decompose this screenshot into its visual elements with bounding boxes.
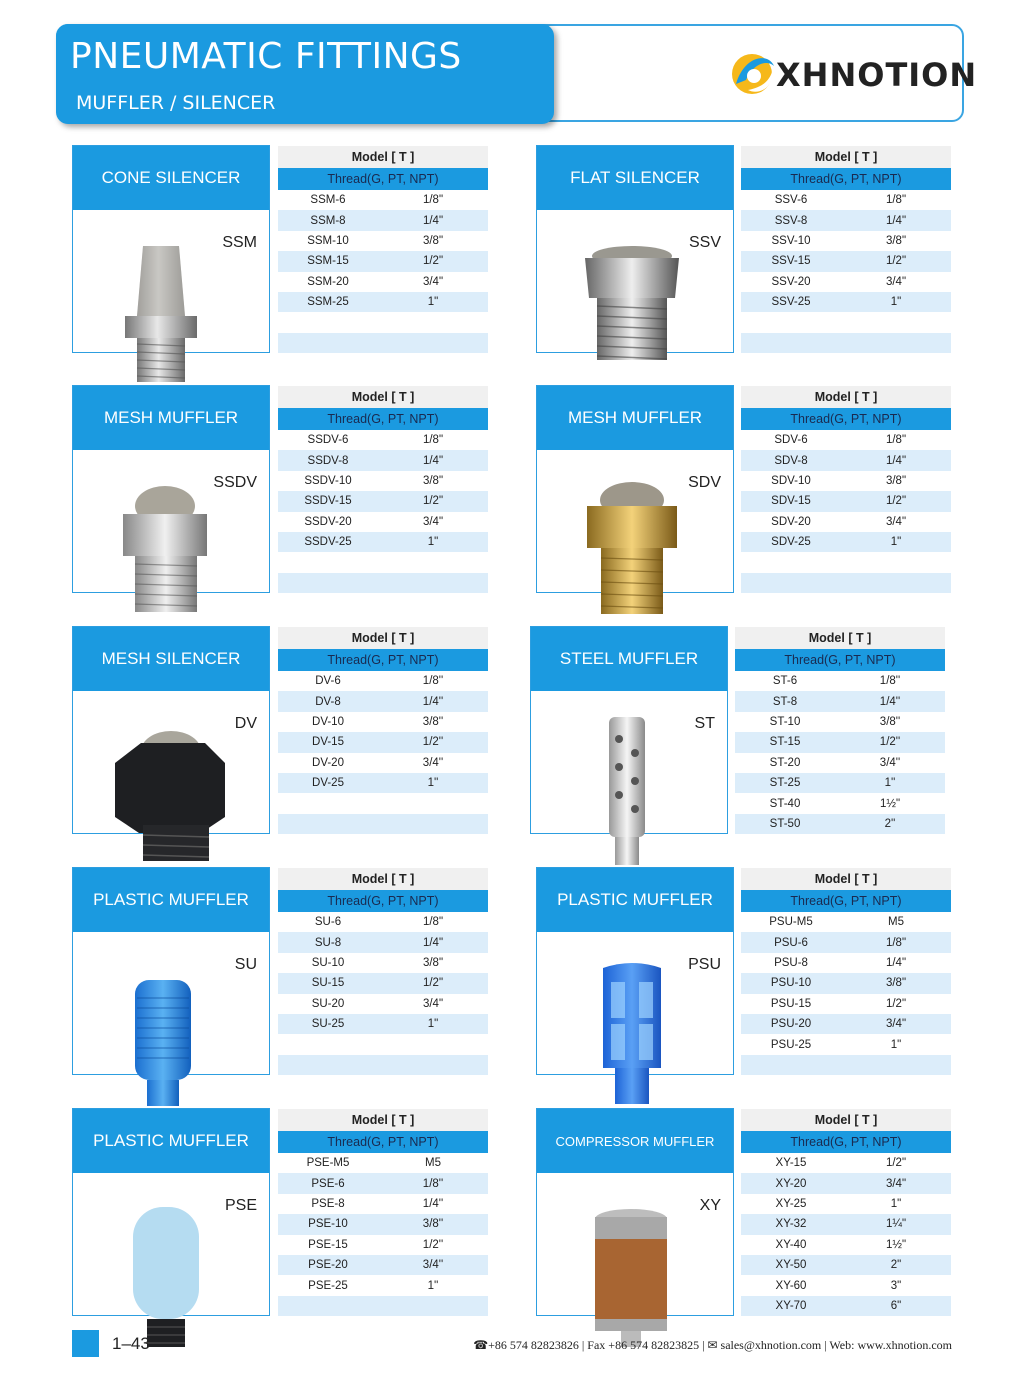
table-row (278, 1214, 488, 1234)
thread-cell: 1/8" (422, 916, 444, 929)
thread-cell: 1/2'' (422, 1238, 444, 1251)
product-model-code: ST (694, 715, 715, 732)
thread-cell: 1" (890, 536, 902, 549)
model-cell: XY-15 (775, 1157, 807, 1170)
thread-cell: 1/2" (885, 495, 907, 508)
table-row-empty (278, 312, 488, 332)
model-cell: XY-40 (775, 1238, 807, 1251)
thread-cell: 1/8" (422, 194, 444, 207)
model-cell: PSE-8 (311, 1197, 345, 1210)
table-row-empty (741, 1055, 951, 1075)
model-cell: SU-20 (311, 997, 345, 1010)
table-row (278, 1194, 488, 1214)
table-row-empty (741, 573, 951, 593)
spec-table (278, 627, 488, 834)
model-cell: SSM-6 (310, 194, 346, 207)
table-row-empty (278, 1296, 488, 1316)
thread-cell: 1" (427, 1018, 439, 1031)
thread-cell: 2" (890, 1259, 902, 1272)
product-card (72, 626, 270, 834)
model-cell: SDV-6 (774, 434, 808, 447)
product-title: MESH SILENCER (73, 627, 269, 691)
table-row-empty (741, 312, 951, 332)
table-row (741, 210, 951, 230)
table-header-thread: Thread(G, PT, NPT) (741, 1131, 951, 1153)
model-cell: DV-10 (312, 715, 344, 728)
thread-cell: 3/4" (422, 515, 444, 528)
thread-cell: 3/8" (885, 234, 907, 247)
spec-table (741, 868, 951, 1075)
model-cell: SSM-15 (307, 255, 349, 268)
table-row (735, 732, 945, 752)
table-header-model: Model [ T ] (741, 146, 951, 168)
table-header-model: Model [ T ] (741, 1109, 951, 1131)
model-cell: SSDV-10 (304, 474, 352, 487)
product-image (93, 958, 243, 1108)
thread-cell: 1" (427, 296, 439, 309)
model-cell: SSV-15 (771, 255, 811, 268)
model-cell: SSM-25 (307, 296, 349, 309)
thread-cell: 3/4" (422, 275, 444, 288)
table-header-thread: Thread(G, PT, NPT) (278, 1131, 488, 1153)
model-cell: SSV-6 (774, 194, 808, 207)
thread-cell: 1/4'' (422, 695, 444, 708)
product-card (72, 385, 270, 593)
table-row (741, 1034, 951, 1054)
model-cell: DV-15 (312, 736, 344, 749)
thread-cell: 3/8" (885, 474, 907, 487)
table-header-model: Model [ T ] (735, 627, 945, 649)
table-row (278, 732, 488, 752)
product-model-code: SSM (222, 234, 257, 251)
model-cell: SU-15 (311, 977, 345, 990)
model-cell: SSDV-6 (307, 434, 349, 447)
model-cell: XY-32 (775, 1218, 807, 1231)
table-row (278, 532, 488, 552)
thread-cell: 2'' (884, 817, 896, 830)
table-header-thread: Thread(G, PT, NPT) (278, 890, 488, 912)
brand-name: XHNOTION (776, 56, 978, 94)
thread-cell: 1/4" (422, 214, 444, 227)
product-model-code: SU (234, 956, 257, 973)
table-row (278, 1014, 488, 1034)
thread-cell: 1/4" (422, 454, 444, 467)
model-cell: XY-70 (775, 1299, 807, 1312)
table-row (741, 450, 951, 470)
model-cell: SDV-8 (774, 454, 808, 467)
spec-table (741, 146, 951, 353)
product-card (530, 626, 728, 834)
table-row (278, 272, 488, 292)
model-cell: XY-60 (775, 1279, 807, 1292)
table-row (741, 912, 951, 932)
table-row (741, 1173, 951, 1193)
thread-cell: 1/2" (422, 495, 444, 508)
table-row-empty (278, 573, 488, 593)
model-cell: DV-20 (312, 756, 344, 769)
thread-cell: 1" (890, 296, 902, 309)
table-row (278, 994, 488, 1014)
table-row (278, 932, 488, 952)
product-card (536, 385, 734, 593)
thread-cell: 3/8" (885, 977, 907, 990)
table-row (278, 430, 488, 450)
table-row (278, 292, 488, 312)
thread-cell: 3/4" (885, 515, 907, 528)
thread-cell: 1/4" (885, 454, 907, 467)
table-row (741, 1255, 951, 1275)
table-header-model: Model [ T ] (278, 386, 488, 408)
table-row (278, 753, 488, 773)
table-row (735, 671, 945, 691)
table-row (278, 231, 488, 251)
thread-cell: 1½" (879, 797, 901, 810)
model-cell: PSE-20 (308, 1259, 348, 1272)
table-row (278, 691, 488, 711)
table-row (741, 430, 951, 450)
thread-cell: 1/4" (422, 936, 444, 949)
thread-cell: 1/4" (885, 956, 907, 969)
spec-table (278, 868, 488, 1075)
model-cell: DV-8 (315, 695, 341, 708)
product-model-code: PSU (688, 956, 721, 973)
thread-cell: 1/4'' (422, 1197, 444, 1210)
thread-cell: 1" (890, 1197, 902, 1210)
table-row (741, 532, 951, 552)
product-card (536, 1108, 734, 1316)
product-image (551, 717, 701, 867)
thread-cell: 1/8'' (422, 1177, 444, 1190)
thread-cell: 1/8" (422, 434, 444, 447)
table-header-thread: Thread(G, PT, NPT) (278, 408, 488, 430)
table-header-thread: Thread(G, PT, NPT) (741, 168, 951, 190)
model-cell: SSDV-20 (304, 515, 352, 528)
model-cell: SDV-15 (771, 495, 811, 508)
product-model-code: PSE (224, 1197, 257, 1214)
thread-cell: 3/4'' (879, 756, 901, 769)
model-cell: PSU-15 (770, 997, 812, 1010)
table-row (741, 491, 951, 511)
table-row (741, 932, 951, 952)
thread-cell: 3/4" (422, 997, 444, 1010)
model-cell: SSDV-15 (304, 495, 352, 508)
table-row (278, 1153, 488, 1173)
thread-cell: 3/8'' (422, 715, 444, 728)
table-row (741, 1275, 951, 1295)
table-row (741, 1153, 951, 1173)
thread-cell: 3/4" (885, 1177, 907, 1190)
product-card (536, 867, 734, 1075)
product-card (72, 145, 270, 353)
spec-table (741, 386, 951, 593)
table-row (741, 190, 951, 210)
thread-cell: 1/2" (885, 255, 907, 268)
thread-cell: 1/2" (885, 997, 907, 1010)
page-subtitle: MUFFLER / SILENCER (76, 92, 276, 114)
product-image (93, 476, 243, 626)
product-card (536, 145, 734, 353)
table-header-thread: Thread(G, PT, NPT) (741, 890, 951, 912)
product-title: COMPRESSOR MUFFLER (537, 1109, 733, 1173)
contact-info: ☎+86 574 82823826 | Fax +86 574 82823825 | ✉ sales@xhnotion.com | Web: www.xhnotion.com (473, 1338, 952, 1352)
thread-cell: 1½" (885, 1238, 907, 1251)
model-cell: PSU-6 (774, 936, 808, 949)
table-row (741, 272, 951, 292)
thread-cell: 3/4'' (422, 1259, 444, 1272)
model-cell: PSU-20 (770, 1018, 812, 1031)
table-row (278, 912, 488, 932)
table-row (735, 753, 945, 773)
model-cell: SU-25 (311, 1018, 345, 1031)
thread-cell: 1/4'' (879, 695, 901, 708)
product-model-code: SSV (688, 234, 721, 251)
product-image (557, 958, 707, 1108)
model-cell: ST-40 (769, 797, 801, 810)
thread-cell: 3/8" (422, 474, 444, 487)
model-cell: ST-6 (772, 675, 798, 688)
model-cell: SU-6 (314, 916, 342, 929)
model-cell: DV-6 (315, 675, 341, 688)
table-header-thread: Thread(G, PT, NPT) (278, 168, 488, 190)
table-row (278, 190, 488, 210)
model-cell: SSM-20 (307, 275, 349, 288)
table-row (278, 210, 488, 230)
product-title: PLASTIC MUFFLER (73, 1109, 269, 1173)
thread-cell: 3/8'' (879, 715, 901, 728)
model-cell: SSDV-25 (304, 536, 352, 549)
product-image (557, 236, 707, 386)
table-row-empty (741, 333, 951, 353)
table-header-thread: Thread(G, PT, NPT) (735, 649, 945, 671)
table-row (735, 773, 945, 793)
table-row (735, 793, 945, 813)
thread-cell: 3/8'' (422, 1218, 444, 1231)
product-image (93, 1199, 243, 1349)
table-row-empty (278, 1055, 488, 1075)
model-cell: SSM-10 (307, 234, 349, 247)
thread-cell: 1/2'' (879, 736, 901, 749)
thread-cell: 1/2" (422, 255, 444, 268)
thread-cell: 1'' (884, 777, 896, 790)
table-row (278, 671, 488, 691)
model-cell: PSU-25 (770, 1038, 812, 1051)
product-image (93, 236, 243, 386)
product-title: CONE SILENCER (73, 146, 269, 210)
table-row (278, 953, 488, 973)
model-cell: XY-50 (775, 1259, 807, 1272)
model-cell: SDV-10 (771, 474, 811, 487)
table-row (741, 292, 951, 312)
spec-table (741, 1109, 951, 1316)
table-row-empty (278, 814, 488, 834)
thread-cell: 1/2" (885, 1157, 907, 1170)
model-cell: SSM-8 (310, 214, 346, 227)
model-cell: PSE-M5 (306, 1157, 350, 1170)
thread-cell: 1/8" (885, 936, 907, 949)
thread-cell: 1" (890, 1038, 902, 1051)
model-cell: SSDV-8 (307, 454, 349, 467)
table-row (278, 973, 488, 993)
product-card (72, 867, 270, 1075)
model-cell: SSV-20 (771, 275, 811, 288)
product-title: PLASTIC MUFFLER (73, 868, 269, 932)
thread-cell: 1/8'' (422, 675, 444, 688)
thread-cell: 1/2'' (422, 736, 444, 749)
table-row (278, 773, 488, 793)
table-row (278, 1235, 488, 1255)
thread-cell: 3/8" (422, 234, 444, 247)
model-cell: ST-50 (769, 817, 801, 830)
table-row-empty (278, 1034, 488, 1054)
model-cell: XY-20 (775, 1177, 807, 1190)
thread-cell: M5 (888, 916, 904, 929)
model-cell: PSE-25 (308, 1279, 348, 1292)
table-row (278, 471, 488, 491)
page-marker (72, 1330, 99, 1357)
product-card (72, 1108, 270, 1316)
model-cell: ST-8 (772, 695, 798, 708)
model-cell: XY-25 (775, 1197, 807, 1210)
table-row (741, 1194, 951, 1214)
table-row-empty (278, 793, 488, 813)
table-header-model: Model [ T ] (278, 1109, 488, 1131)
model-cell: ST-15 (769, 736, 801, 749)
model-cell: PSE-15 (308, 1238, 348, 1251)
table-row (735, 691, 945, 711)
product-model-code: SSDV (213, 474, 257, 491)
thread-cell: 1¼" (885, 1218, 907, 1231)
thread-cell: 3" (890, 1279, 902, 1292)
table-row (278, 1255, 488, 1275)
product-title: MESH MUFFLER (73, 386, 269, 450)
product-image (93, 717, 243, 867)
table-row-empty (741, 552, 951, 572)
table-header-thread: Thread(G, PT, NPT) (741, 408, 951, 430)
thread-cell: 1" (427, 536, 439, 549)
thread-cell: 1'' (427, 777, 439, 790)
table-row-empty (278, 552, 488, 572)
table-row (278, 512, 488, 532)
model-cell: ST-10 (769, 715, 801, 728)
table-header-thread: Thread(G, PT, NPT) (278, 649, 488, 671)
table-header-model: Model [ T ] (278, 627, 488, 649)
thread-cell: 3/4" (885, 1018, 907, 1031)
spec-table (278, 386, 488, 593)
table-row (278, 1275, 488, 1295)
table-row (741, 512, 951, 532)
model-cell: PSE-6 (311, 1177, 345, 1190)
thread-cell: 3/8" (422, 956, 444, 969)
table-row (278, 1173, 488, 1193)
table-row (741, 1014, 951, 1034)
spec-table (278, 1109, 488, 1316)
thread-cell: M5 (425, 1157, 441, 1170)
model-cell: SSV-10 (771, 234, 811, 247)
table-row (278, 491, 488, 511)
table-row (741, 251, 951, 271)
model-cell: SU-10 (311, 956, 345, 969)
model-cell: SDV-20 (771, 515, 811, 528)
spec-table (278, 146, 488, 353)
model-cell: ST-25 (769, 777, 801, 790)
model-cell: ST-20 (769, 756, 801, 769)
product-title: MESH MUFFLER (537, 386, 733, 450)
table-row (278, 251, 488, 271)
model-cell: SU-8 (314, 936, 342, 949)
product-model-code: DV (234, 715, 257, 732)
model-cell: SSV-8 (774, 214, 808, 227)
table-row (278, 712, 488, 732)
model-cell: DV-25 (312, 777, 344, 790)
thread-cell: 1/4" (885, 214, 907, 227)
model-cell: PSU-M5 (769, 916, 813, 929)
table-row (741, 973, 951, 993)
page-title: PNEUMATIC FITTINGS (70, 36, 462, 77)
thread-cell: 1/8'' (879, 675, 901, 688)
model-cell: PSE-10 (308, 1218, 348, 1231)
product-title: FLAT SILENCER (537, 146, 733, 210)
spec-table (735, 627, 945, 834)
table-row (741, 953, 951, 973)
table-header-model: Model [ T ] (741, 386, 951, 408)
table-row (741, 1235, 951, 1255)
product-title: STEEL MUFFLER (531, 627, 727, 691)
product-title: PLASTIC MUFFLER (537, 868, 733, 932)
product-model-code: XY (699, 1197, 721, 1214)
page-number: 1–43 (112, 1334, 150, 1353)
model-cell: SSV-25 (771, 296, 811, 309)
thread-cell: 3/4'' (422, 756, 444, 769)
table-row-empty (278, 333, 488, 353)
table-row (735, 814, 945, 834)
table-row (741, 994, 951, 1014)
table-row (741, 1296, 951, 1316)
thread-cell: 1/8" (885, 434, 907, 447)
table-row (735, 712, 945, 732)
thread-cell: 1/2" (422, 977, 444, 990)
table-row (741, 1214, 951, 1234)
table-header-model: Model [ T ] (278, 868, 488, 890)
model-cell: SDV-25 (771, 536, 811, 549)
model-cell: PSU-10 (770, 977, 812, 990)
thread-cell: 6" (890, 1299, 902, 1312)
model-cell: PSU-8 (774, 956, 808, 969)
thread-cell: 3/4" (885, 275, 907, 288)
table-header-model: Model [ T ] (278, 146, 488, 168)
table-header-model: Model [ T ] (741, 868, 951, 890)
product-image (557, 476, 707, 626)
product-model-code: SDV (688, 474, 721, 491)
table-row (278, 450, 488, 470)
product-image (557, 1199, 707, 1349)
thread-cell: 1/8" (885, 194, 907, 207)
thread-cell: 1'' (427, 1279, 439, 1292)
table-row (741, 231, 951, 251)
table-row (741, 471, 951, 491)
